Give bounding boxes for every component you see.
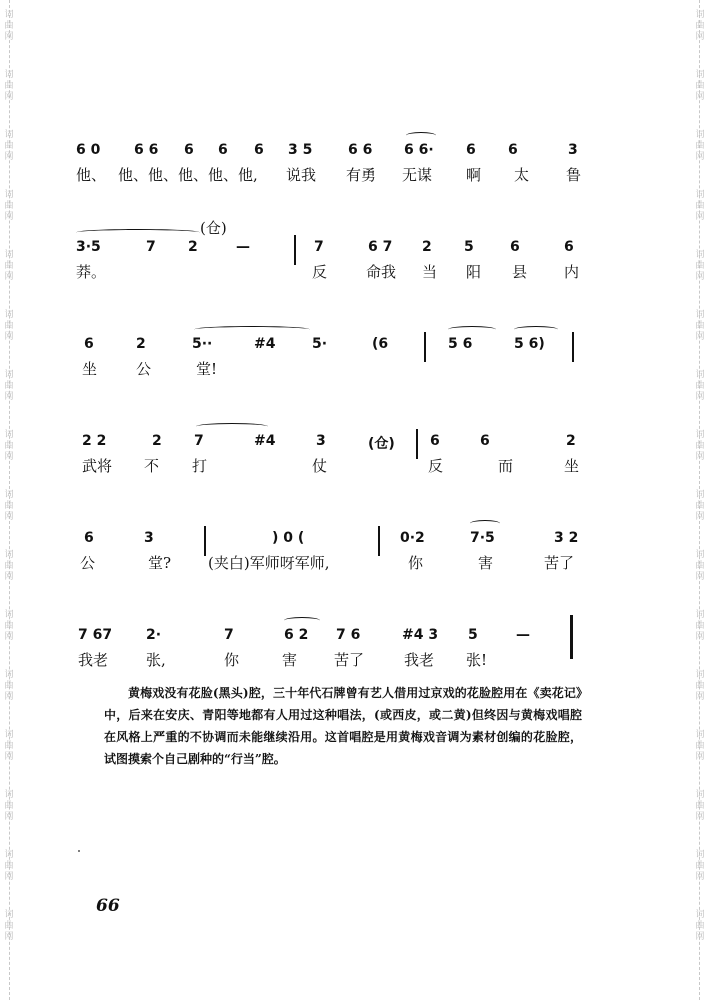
lyric-row: [76, 164, 596, 188]
lyric-text: 他、他、他、他、他,: [118, 166, 258, 184]
slur-mark: [76, 229, 200, 236]
lyric-text: 无谋: [402, 166, 433, 184]
watermark-text: 词 曲 网: [695, 850, 705, 882]
jianpu-note: —: [236, 239, 250, 255]
lyric-text: 打: [192, 457, 208, 475]
final-bar-line: [570, 615, 573, 659]
lyric-row: [76, 552, 596, 576]
watermark-text: 词 曲 网: [4, 70, 14, 102]
speck: [78, 850, 80, 852]
jianpu-note: 2: [566, 433, 576, 449]
watermark-text: 词 曲 网: [695, 790, 705, 822]
lyric-text: (夹白)军师呀军师,: [208, 554, 330, 572]
page-number: 66: [96, 896, 120, 916]
lyric-text: 你: [408, 554, 424, 572]
note-row: [76, 627, 596, 651]
watermark-text: 词 曲 网: [695, 370, 705, 402]
lyric-text: 你: [224, 651, 240, 669]
watermark-text: 词 曲 网: [4, 490, 14, 522]
bar-line: [204, 526, 206, 556]
jianpu-note: 7: [146, 239, 156, 255]
lyric-row: [76, 261, 596, 285]
jianpu-note: 6: [254, 142, 264, 158]
percussion-annotation: (仓): [200, 219, 227, 237]
lyric-text: 县: [512, 263, 528, 281]
watermark-text: 词 曲 网: [4, 310, 14, 342]
jianpu-note: 6 6·: [404, 142, 434, 158]
jianpu-note: 6 2: [284, 627, 309, 643]
lyric-text: 反: [428, 457, 444, 475]
lyric-text: 太: [514, 166, 530, 184]
watermark-text: 词 曲 网: [695, 250, 705, 282]
jianpu-note: 6: [508, 142, 518, 158]
commentary-paragraph: [104, 682, 582, 770]
note-row: [76, 530, 596, 554]
jianpu-note: 6 7: [368, 239, 393, 255]
lyric-row: [76, 455, 596, 479]
watermark-text: 词 曲 网: [4, 790, 14, 822]
bar-line: [294, 235, 296, 265]
lyric-text: 命我: [366, 263, 397, 281]
jianpu-note: 5 6: [448, 336, 473, 352]
lyric-text: 堂?: [148, 554, 172, 572]
jianpu-note: 6 0: [76, 142, 101, 158]
watermark-text: 词 曲 网: [4, 370, 14, 402]
jianpu-note: 6: [564, 239, 574, 255]
lyric-text: 他、: [76, 166, 107, 184]
jianpu-note: 3: [144, 530, 154, 546]
watermark-text: 词 曲 网: [4, 430, 14, 462]
jianpu-note: 6: [480, 433, 490, 449]
jianpu-note: 5: [464, 239, 474, 255]
lyric-text: 害: [478, 554, 494, 572]
jianpu-note: 3 5: [288, 142, 313, 158]
jianpu-note: 6 6: [134, 142, 159, 158]
score-system: [76, 314, 596, 411]
note-row: [76, 336, 596, 360]
watermark-text: 词 曲 网: [4, 610, 14, 642]
jianpu-note: 3·5: [76, 239, 101, 255]
lyric-row: [76, 649, 596, 673]
slur-mark: [196, 423, 268, 430]
slur-mark: [284, 617, 320, 624]
watermark-text: 词 曲 网: [4, 10, 14, 42]
watermark-text: 词 曲 网: [4, 730, 14, 762]
lyric-row: [76, 358, 596, 382]
lyric-text: 张!: [466, 651, 488, 669]
watermark-text: 词 曲 网: [695, 670, 705, 702]
score-system: [76, 217, 596, 314]
jianpu-note: 0·2: [400, 530, 425, 546]
jianpu-note: 3 2: [554, 530, 579, 546]
slur-mark: [514, 326, 558, 333]
jianpu-note: #4: [254, 336, 276, 352]
lyric-text: 苦了: [544, 554, 575, 572]
commentary-text: 黄梅戏没有花脸(黑头)腔，三十年代石牌曾有艺人借用过京戏的花脸腔用在《卖花记》中，后来在安庆、青阳等地都有人用过这种唱法，(或西皮，或二黄)但终因与黄梅戏唱腔在风格上严重的不协调而未能继续沿用。这首唱腔是用黄梅戏音调为素材创编的花脸腔，试图摸索个自己剧种的“行当”腔。: [104, 686, 582, 766]
bar-line: [572, 332, 574, 362]
jianpu-note: 6 6: [348, 142, 373, 158]
jianpu-note: 5 6): [514, 336, 545, 352]
jianpu-note: 7: [314, 239, 324, 255]
bar-line: [416, 429, 418, 459]
jianpu-note: 7·5: [470, 530, 495, 546]
slur-mark: [194, 326, 310, 333]
jianpu-note: #4: [254, 433, 276, 449]
watermark-text: 词 曲 网: [695, 130, 705, 162]
jianpu-note: 2: [422, 239, 432, 255]
jianpu-note: 6: [466, 142, 476, 158]
lyric-text: 啊: [466, 166, 482, 184]
watermark-text: 词 曲 网: [695, 490, 705, 522]
lyric-text: 公: [136, 360, 152, 378]
lyric-text: 坐: [82, 360, 98, 378]
watermark-text: 词 曲 网: [695, 310, 705, 342]
jianpu-score: [76, 120, 596, 702]
lyric-text: 内: [564, 263, 580, 281]
jianpu-note: 6: [84, 336, 94, 352]
watermark-text: 词 曲 网: [4, 250, 14, 282]
lyric-text: 武将: [82, 457, 113, 475]
jianpu-note: 5·: [312, 336, 328, 352]
note-row: [76, 239, 596, 263]
score-system: [76, 120, 596, 217]
watermark-text: 词 曲 网: [695, 190, 705, 222]
score-system: [76, 508, 596, 605]
lyric-text: 害: [282, 651, 298, 669]
jianpu-note: 6: [84, 530, 94, 546]
lyric-text: 我老: [78, 651, 109, 669]
lyric-text: 有勇: [346, 166, 377, 184]
lyric-text: 仗: [312, 457, 328, 475]
lyric-text: 而: [498, 457, 514, 475]
watermark-text: 词 曲 网: [4, 550, 14, 582]
watermark-text: 词 曲 网: [4, 670, 14, 702]
lyric-text: 苦了: [334, 651, 365, 669]
jianpu-note: 2: [136, 336, 146, 352]
bar-line: [378, 526, 380, 556]
lyric-text: 坐: [564, 457, 580, 475]
lyric-text: 莽。: [76, 263, 107, 281]
jianpu-note: ) 0 (: [272, 530, 305, 546]
lyric-text: 堂!: [196, 360, 218, 378]
watermark-text: 词 曲 网: [4, 910, 14, 942]
watermark-text: 词 曲 网: [695, 10, 705, 42]
jianpu-note: —: [516, 627, 530, 643]
jianpu-note: 3: [316, 433, 326, 449]
lyric-text: 鲁: [566, 166, 582, 184]
lyric-text: 不: [144, 457, 160, 475]
watermark-text: 词 曲 网: [695, 910, 705, 942]
watermark-text: 词 曲 网: [695, 550, 705, 582]
jianpu-note: 6: [430, 433, 440, 449]
watermark-text: 词 曲 网: [4, 190, 14, 222]
slur-mark: [470, 520, 500, 527]
watermark-text: 词 曲 网: [695, 70, 705, 102]
jianpu-note: 2·: [146, 627, 162, 643]
jianpu-note: 7: [224, 627, 234, 643]
watermark-text: 词 曲 网: [695, 730, 705, 762]
slur-mark: [406, 132, 436, 139]
jianpu-note: 2: [188, 239, 198, 255]
jianpu-note: 3: [568, 142, 578, 158]
watermark-text: 词 曲 网: [695, 430, 705, 462]
jianpu-note: 5: [468, 627, 478, 643]
lyric-text: 公: [80, 554, 96, 572]
jianpu-note: (仓): [368, 436, 395, 452]
note-row: [76, 433, 596, 457]
jianpu-note: (6: [372, 336, 389, 352]
watermark-text: 词 曲 网: [4, 130, 14, 162]
score-system: [76, 411, 596, 508]
jianpu-note: 5··: [192, 336, 213, 352]
jianpu-note: 7: [194, 433, 204, 449]
jianpu-note: 6: [218, 142, 228, 158]
jianpu-note: 7 6: [336, 627, 361, 643]
jianpu-note: #4 3: [402, 627, 439, 643]
jianpu-note: 2: [152, 433, 162, 449]
jianpu-note: 6: [184, 142, 194, 158]
jianpu-note: 2 2: [82, 433, 107, 449]
lyric-text: 我老: [404, 651, 435, 669]
lyric-text: 阳: [466, 263, 482, 281]
jianpu-note: 6: [510, 239, 520, 255]
lyric-text: 当: [422, 263, 438, 281]
slur-mark: [448, 326, 496, 333]
bar-line: [424, 332, 426, 362]
lyric-text: 说我: [286, 166, 317, 184]
lyric-text: 反: [312, 263, 328, 281]
note-row: [76, 142, 596, 166]
watermark-text: 词 曲 网: [4, 850, 14, 882]
jianpu-note: 7 67: [78, 627, 113, 643]
watermark-text: 词 曲 网: [695, 610, 705, 642]
lyric-text: 张,: [146, 651, 166, 669]
